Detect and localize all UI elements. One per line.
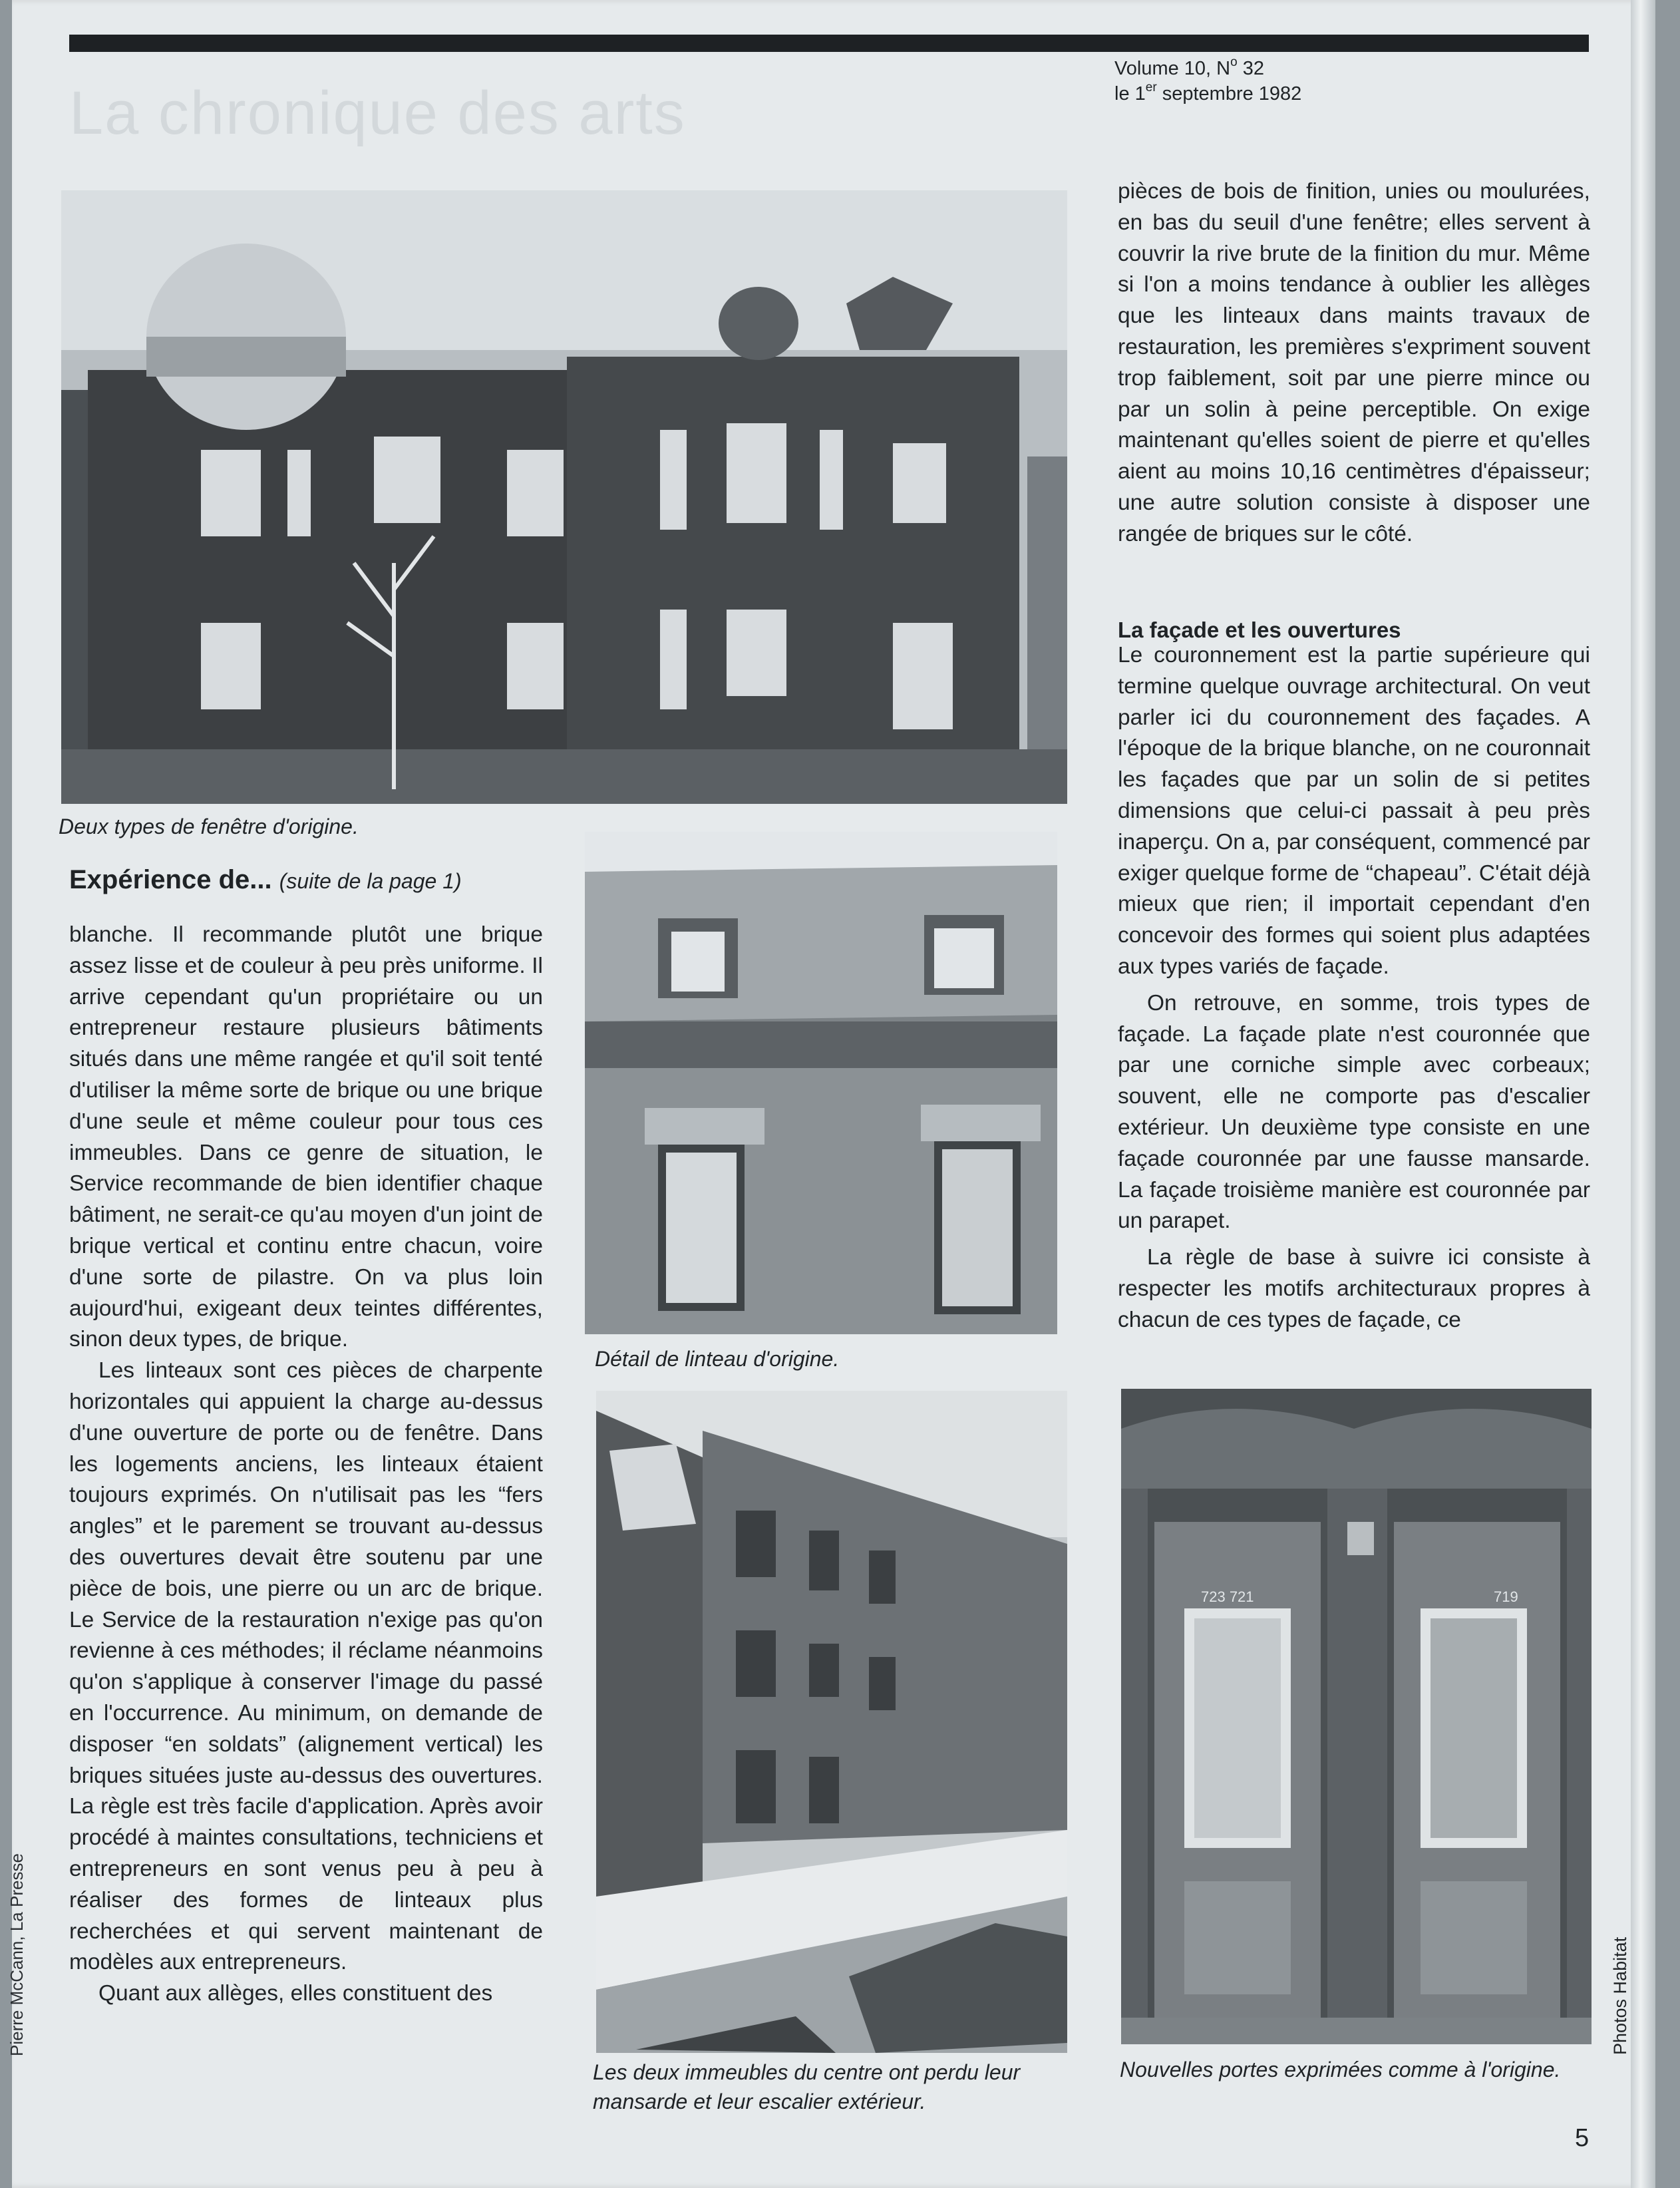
photo-street	[596, 1391, 1067, 2053]
caption-photo3: Les deux immeubles du centre ont perdu leur mansarde et leur escalier extérieur.	[593, 2060, 1021, 2113]
issue-volume: Volume 10, $N^o$ 32	[1114, 55, 1265, 79]
caption-photo1: Deux types de fenêtre d'origine.	[59, 815, 359, 838]
issue-date: le 1er septembre 1982	[1114, 81, 1302, 104]
top-rule	[69, 35, 1589, 52]
section-subheading: La façade et les ouvertures	[1118, 618, 1401, 642]
column-left	[69, 920, 543, 2010]
page-number: 5	[1575, 2124, 1590, 2152]
caption-photo4: Nouvelles portes exprimées comme à l'origine.	[1120, 2058, 1561, 2082]
issue-info	[1114, 56, 1301, 106]
paragraph: pièces de bois de finition, unies ou moulurées, en bas du seuil d'une fenêtre; elles servent à couvrir la rive brute de la finition du mur. Même si l'on a moins tendance à oublier les allèges que les linteaux dans maints travaux de restauration, les premières s'expriment souvent trop faiblement, soit par une pierre mince ou par un solin à peine perceptible. On exige maintenant qu'elles soient de pierre et qu'elles aient au moins 10,16 centimètres d'épaisseur; une autre solution consiste à disposer une rangée de briques sur le côté.	[1118, 179, 1590, 546]
paragraph: Le couronnement est la partie supérieure qui termine quelque ouvrage architectural. On veut parler ici du couronnement des façades. A l'époque de la brique blanche, on ne couronnait les façades que par un solin de si petites dimensions que celui-ci passait à peu près inaperçu. On a, par conséquent, commencé par exiger quelque forme de “chapeau”. C'était déjà mieux que rien; il importait cependant d'en concevoir des formes qui soient plus adaptées aux types variés de façade.	[1118, 643, 1590, 979]
article-heading-suite: (suite de la page 1)	[279, 869, 462, 893]
photo-row-houses	[61, 190, 1067, 804]
photo-credit-left: Pierre McCann, La Presse	[7, 1853, 27, 2056]
magazine-page	[7, 0, 1655, 2188]
show-through-title: La chronique des arts	[69, 79, 686, 147]
photo-credit-right: Photos Habitat	[1610, 1936, 1630, 2055]
article-heading-title: Expérience de...	[69, 865, 272, 894]
article-heading	[69, 865, 462, 895]
photo-doors	[1121, 1389, 1592, 2044]
page-edge	[1631, 0, 1655, 2188]
paragraph: Les linteaux sont ces pièces de charpente horizontales qui appuient la charge au-dessus d'une ouverture de porte ou de fenêtre. Dans les logements anciens, les linteaux étaient toujours exprimés. On n'utilisait pas les “fers angles” et le parement se trouvant au-dessus des ouvertures devait être soutenu par une pièce de bois, une pierre ou un arc de brique. Le Service de la restauration n'exige pas qu'on revienne à ces méthodes; il réclame néanmoins qu'on s'applique à conserver l'image du passé en l'occurrence. Au minimum, on demande de disposer “en soldats” (alignement vertical) les briques situées juste au-dessus des ouvertures. La règle est très facile d'application. Après avoir procédé à maintes consultations, techniciens et entrepreneurs en sont venus peu à peu à réaliser des formes de linteaux plus recherchées et qui servent maintenant de modèles aux entrepreneurs.	[69, 1358, 543, 1975]
door-number-right: 719	[1494, 1588, 1518, 1605]
paragraph: blanche. Il recommande plutôt une brique assez lisse et de couleur à peu près uniforme. Il arrive cependant qu'un propriétaire ou un entrepreneur restaure plusieurs bâtiments situés dans une même rangée et qu'il soit tenté d'utiliser la même sorte de brique ou une brique d'une seule et même couleur pour tous ces immeubles. Dans ce genre de situation, le Service recommande de bien identifier chaque bâtiment, ne serait-ce qu'au moyen d'un joint de brique vertical et continu entre chacun, voire d'une sorte de pilastre. On va plus loin aujourd'hui, exigeant deux teintes différentes, sinon deux types, de brique.	[69, 922, 543, 1352]
door-number-left: 723 721	[1201, 1588, 1254, 1605]
paragraph: La règle de base à suivre ici consiste à respecter les motifs architecturaux propres à chacun de ces types de façade, ce	[1118, 1245, 1590, 1332]
paragraph: On retrouve, en somme, trois types de façade. La façade plate n'est couronnée que par une corniche simple avec corbeaux; souvent, elle ne comporte pas d'escalier extérieur. Un deuxième type consiste en une façade couronnée par une fausse mansarde. La façade troisième manière est couronnée par un parapet.	[1118, 990, 1590, 1234]
caption-photo2: Détail de linteau d'origine.	[595, 1347, 840, 1371]
column-right-main	[1118, 616, 1590, 1336]
column-right-top	[1118, 176, 1590, 550]
photo-lintel-detail	[585, 832, 1057, 1334]
paragraph: Quant aux allèges, elles constituent des	[98, 1981, 493, 2006]
